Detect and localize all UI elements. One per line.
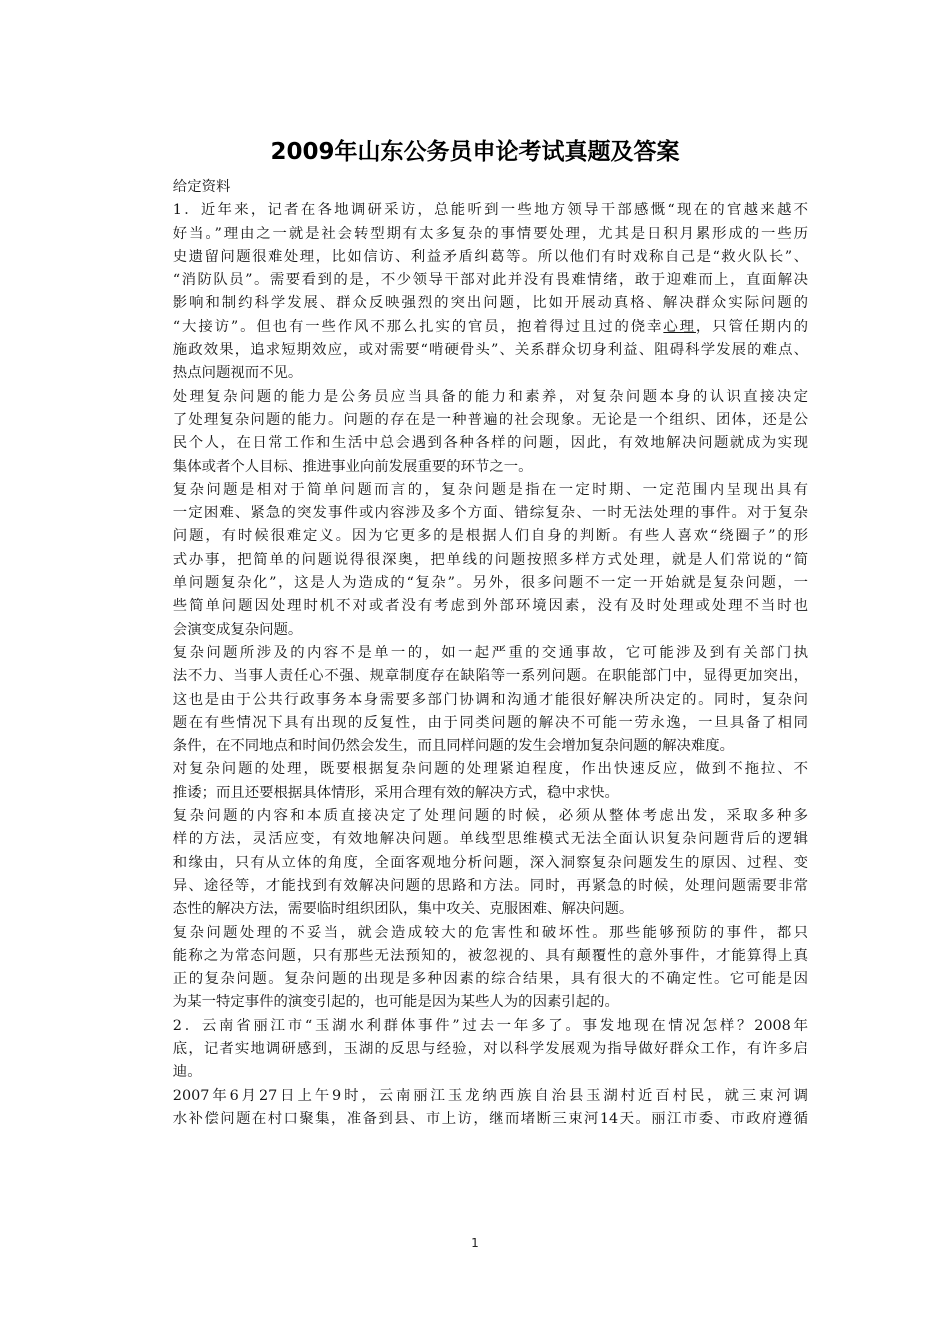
text-line: 复杂问题所涉及的内容不是单一的，如一起严重的交通事故，它可能涉及到有关部门执 [172,644,808,661]
text-segment: “大接访”。但也有一些作风不那么扎实的官员，抱着得过且过的侥幸 [172,318,664,335]
text-line: 集体或者个人目标、推进事业向前发展重要的环节之一。 [172,458,533,475]
text-line: 施政效果，追求短期效应，或对需要“啃硬骨头”、关系群众切身利益、阻碍科学发展的难点、 [172,342,808,359]
text-line: 2007年6月27日上午9时，云南丽江玉龙纳西族自治县玉湖村近百村民，就三束河调 [172,1087,808,1104]
text-line-with-underline [144,316,808,339]
paragraph-7 [144,922,808,1015]
document-body [144,176,808,1131]
text-line: 处理复杂问题的能力是公务员应当具备的能力和素养，对复杂问题本身的认识直接决定 [172,388,808,405]
text-line: 态性的解决方法，需要临时组织团队，集中攻关、克服困难、解决问题。 [172,901,634,918]
text-line: 复杂问题处理的不妥当，就会造成较大的危害性和破坏性。那些能够预防的事件，都只 [172,924,808,941]
text-line: 了处理复杂问题的能力。问题的存在是一种普遍的社会现象。无论是一个组织、团体，还是公 [172,411,808,428]
paragraph-5 [144,758,808,805]
text-line: 水补偿问题在村口聚集，准备到县、市上访，继而堵断三束河14天。丽江市委、市政府遵循 [172,1110,808,1127]
text-line: 会演变成复杂问题。 [172,621,303,638]
text-line: 式办事，把简单的问题说得很深奥，把单线的问题按照多样方式处理，就是人们常说的“简 [172,551,808,568]
text-line: 影响和制约科学发展、群众反映强烈的突出问题，比如开展动真格、解决群众实际问题的 [172,295,808,312]
underlined-word: 心理 [663,318,696,335]
text-line: 问题，有时候很难定义。因为它更多的是根据人们自身的判断。有些人喜欢“绕圈子”的形 [172,528,808,545]
text-line: 法不力、当事人责任心不强、规章制度存在缺陷等一系列问题。在职能部门中，显得更加突出， [172,668,808,685]
paragraph-4 [144,642,808,758]
text-line: 复杂问题是相对于简单问题而言的，复杂问题是指在一定时期、一定范围内呈现出具有 [172,481,808,498]
text-line: 1．近年来，记者在各地调研采访，总能听到一些地方领导干部感慨“现在的官越来越不 [172,202,808,219]
text-line: 复杂问题的内容和本质直接决定了处理问题的时候，必须从整体考虑出发，采取多种多 [172,808,808,825]
section-label-text: 给定资料 [172,179,231,195]
paragraph-2 [144,386,808,479]
text-line: 2．云南省丽江市“玉湖水利群体事件”过去一年多了。事发地现在情况怎样？2008年 [172,1017,808,1034]
text-line: 史遗留问题很难处理，比如信访、利益矛盾纠葛等。所以他们有时戏称自己是“救火队长”、 [172,248,808,265]
text-line: 对复杂问题的处理，既要根据复杂问题的处理紧迫程度，作出快速反应，做到不拖拉、不 [172,761,808,778]
text-line: 条件，在不同地点和时间仍然会发生，而且同样问题的发生会增加复杂问题的解决难度。 [172,738,735,755]
text-line: 为某一特定事件的演变引起的，也可能是因为某些人为的因素引起的。 [172,994,619,1011]
text-line: 一定困难、紧急的突发事件或内容涉及多个方面、错综复杂、一时无法处理的事件。对于复杂 [172,505,808,522]
text-line: 迪。 [172,1064,202,1081]
page-number: 1 [471,1236,479,1250]
text-line: 单问题复杂化”，这是人为造成的“复杂”。另外，很多问题不一定一开始就是复杂问题，一 [172,575,808,592]
text-line: 正的复杂问题。复杂问题的出现是多种因素的综合结果，具有很大的不确定性。它可能是因 [172,971,808,988]
text-line: 这也是由于公共行政事务本身需要多部门协调和沟通才能很好解决所决定的。同时，复杂问 [172,691,808,708]
text-line: 民个人，在日常工作和生活中总会遇到各种各样的问题，因此，有效地解决问题就成为实现 [172,435,808,452]
paragraph-3 [144,479,808,642]
text-line: 些简单问题因处理时机不对或者没有考虑到外部环境因素，没有及时处理或处理不当时也 [172,598,808,615]
text-line: 推诿；而且还要根据具体情形，采用合理有效的解决方式，稳中求快。 [172,784,619,801]
text-line: 题在有些情况下具有出现的反复性，由于同类问题的解决不可能一劳永逸，一旦具备了相同 [172,714,808,731]
document-title: 2009年山东公务员申论考试真题及答案 [270,139,680,165]
text-line: “消防队员”。需要看到的是，不少领导干部对此并没有畏难情绪，敢于迎难而上，直面解决 [172,272,808,289]
paragraph-8 [144,1015,808,1085]
text-line: 好当。”理由之一就是社会转型期有太多复杂的事情要处理，尤其是日积月累形成的一些历 [172,225,808,242]
paragraph-9 [144,1085,808,1132]
text-line: 和缘由，只有从立体的角度，全面客观地分析问题，深入洞察复杂问题发生的原因、过程、变 [172,854,808,871]
paragraph-6 [144,805,808,921]
text-line: 样的方法，灵活应变，有效地解决问题。单线型思维模式无法全面认识复杂问题背后的逻辑 [172,831,808,848]
text-line: 能称之为常态问题，只有那些无法预知的，被忽视的、具有颠覆性的意外事件，才能算得上真 [172,947,808,964]
text-line: 异、途径等，才能找到有效解决问题的思路和方法。同时，再紧急的时候，处理问题需要非常 [172,877,808,894]
text-line: 热点问题视而不见。 [172,365,303,382]
text-segment: ，只管任期内的 [695,318,808,335]
text-line: 底，记者实地调研感到，玉湖的反思与经验，对以科学发展观为指导做好群众工作，有许多启 [172,1040,808,1057]
section-label [144,176,808,199]
paragraph-1 [144,199,808,385]
